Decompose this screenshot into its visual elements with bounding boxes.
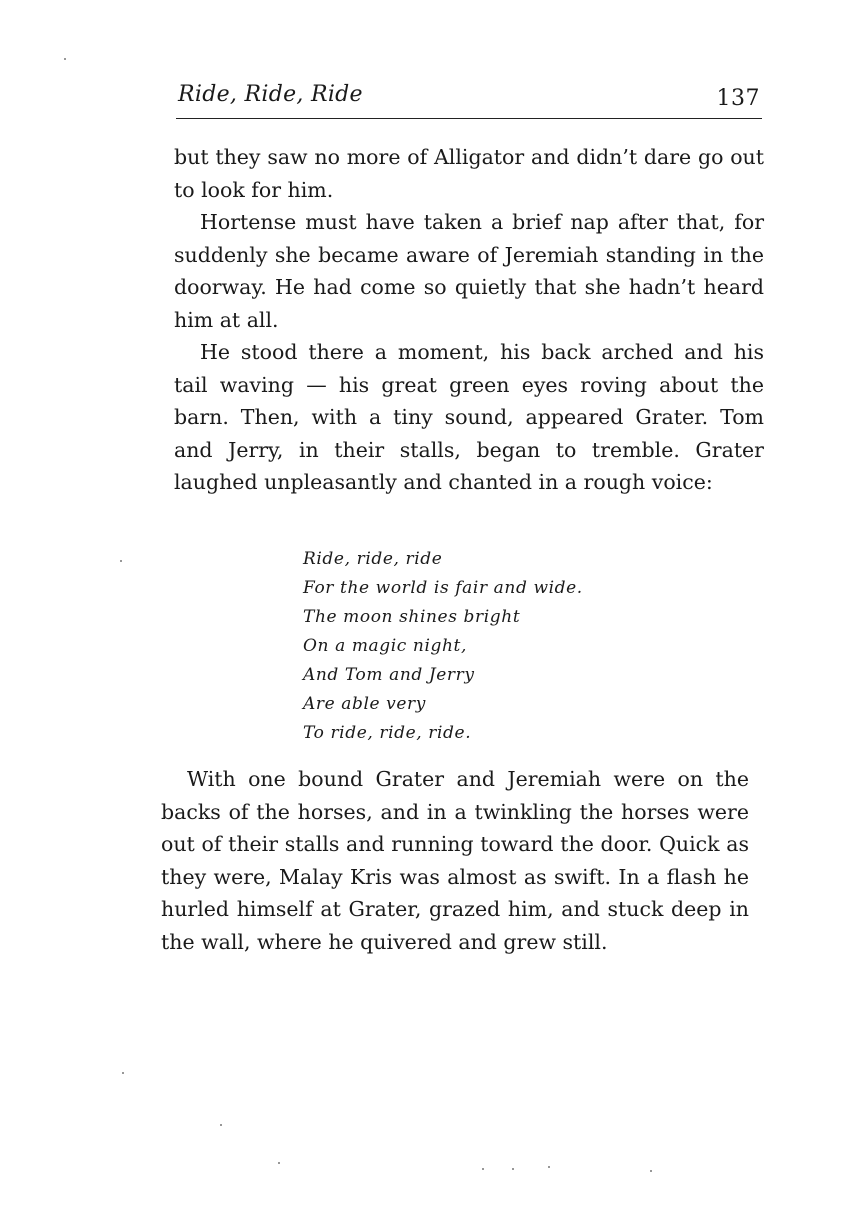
paragraph-jeremiah: He stood there a moment, his back arched and his tail waving — his great green eyes roving about the barn. Then, with a tiny sound, appeared Grater. Tom and Jerry, in their stalls, began to tremble. Grater laughed unpleasantly and chanted in a rough voice: bbox=[174, 340, 764, 494]
poem-line: Are able very bbox=[303, 694, 426, 714]
body-text-top bbox=[174, 141, 764, 499]
scan-speck bbox=[548, 1166, 550, 1168]
scan-speck bbox=[650, 1170, 652, 1172]
scan-speck bbox=[482, 1168, 484, 1170]
running-title: Ride, Ride, Ride bbox=[178, 82, 363, 107]
running-header bbox=[176, 78, 762, 119]
scan-speck bbox=[512, 1168, 514, 1170]
paragraph-continuation: but they saw no more of Alligator and didn’t dare go out to look for him. bbox=[174, 145, 764, 202]
scan-speck bbox=[220, 1124, 222, 1126]
poem-line: To ride, ride, ride. bbox=[303, 723, 472, 743]
paragraph-one-bound: With one bound Grater and Jeremiah were on the backs of the horses, and in a twinkling the horses were out of their stalls and running toward the door. Quick as they were, Malay Kris was almost as swift. In a flash he hurled himself at Grater, grazed him, and stuck deep in the wall, where he quivered and grew still. bbox=[161, 767, 749, 954]
scan-speck bbox=[120, 560, 122, 562]
page-number: 137 bbox=[716, 86, 760, 111]
chant-poem bbox=[303, 545, 583, 748]
poem-line: Ride, ride, ride bbox=[303, 549, 443, 569]
poem-line: And Tom and Jerry bbox=[303, 665, 475, 685]
poem-line: On a magic night, bbox=[303, 636, 467, 656]
scan-speck bbox=[278, 1162, 280, 1164]
poem-line: The moon shines bright bbox=[303, 607, 521, 627]
paragraph-hortense: Hortense must have taken a brief nap after that, for suddenly she became aware of Jeremiah standing in the doorway. He had come so quietly that she hadn’t heard him at all. bbox=[174, 210, 764, 332]
body-text-bottom bbox=[161, 763, 749, 958]
scan-speck bbox=[122, 1072, 124, 1074]
poem-line: For the world is fair and wide. bbox=[303, 578, 583, 598]
scan-speck bbox=[64, 58, 66, 60]
